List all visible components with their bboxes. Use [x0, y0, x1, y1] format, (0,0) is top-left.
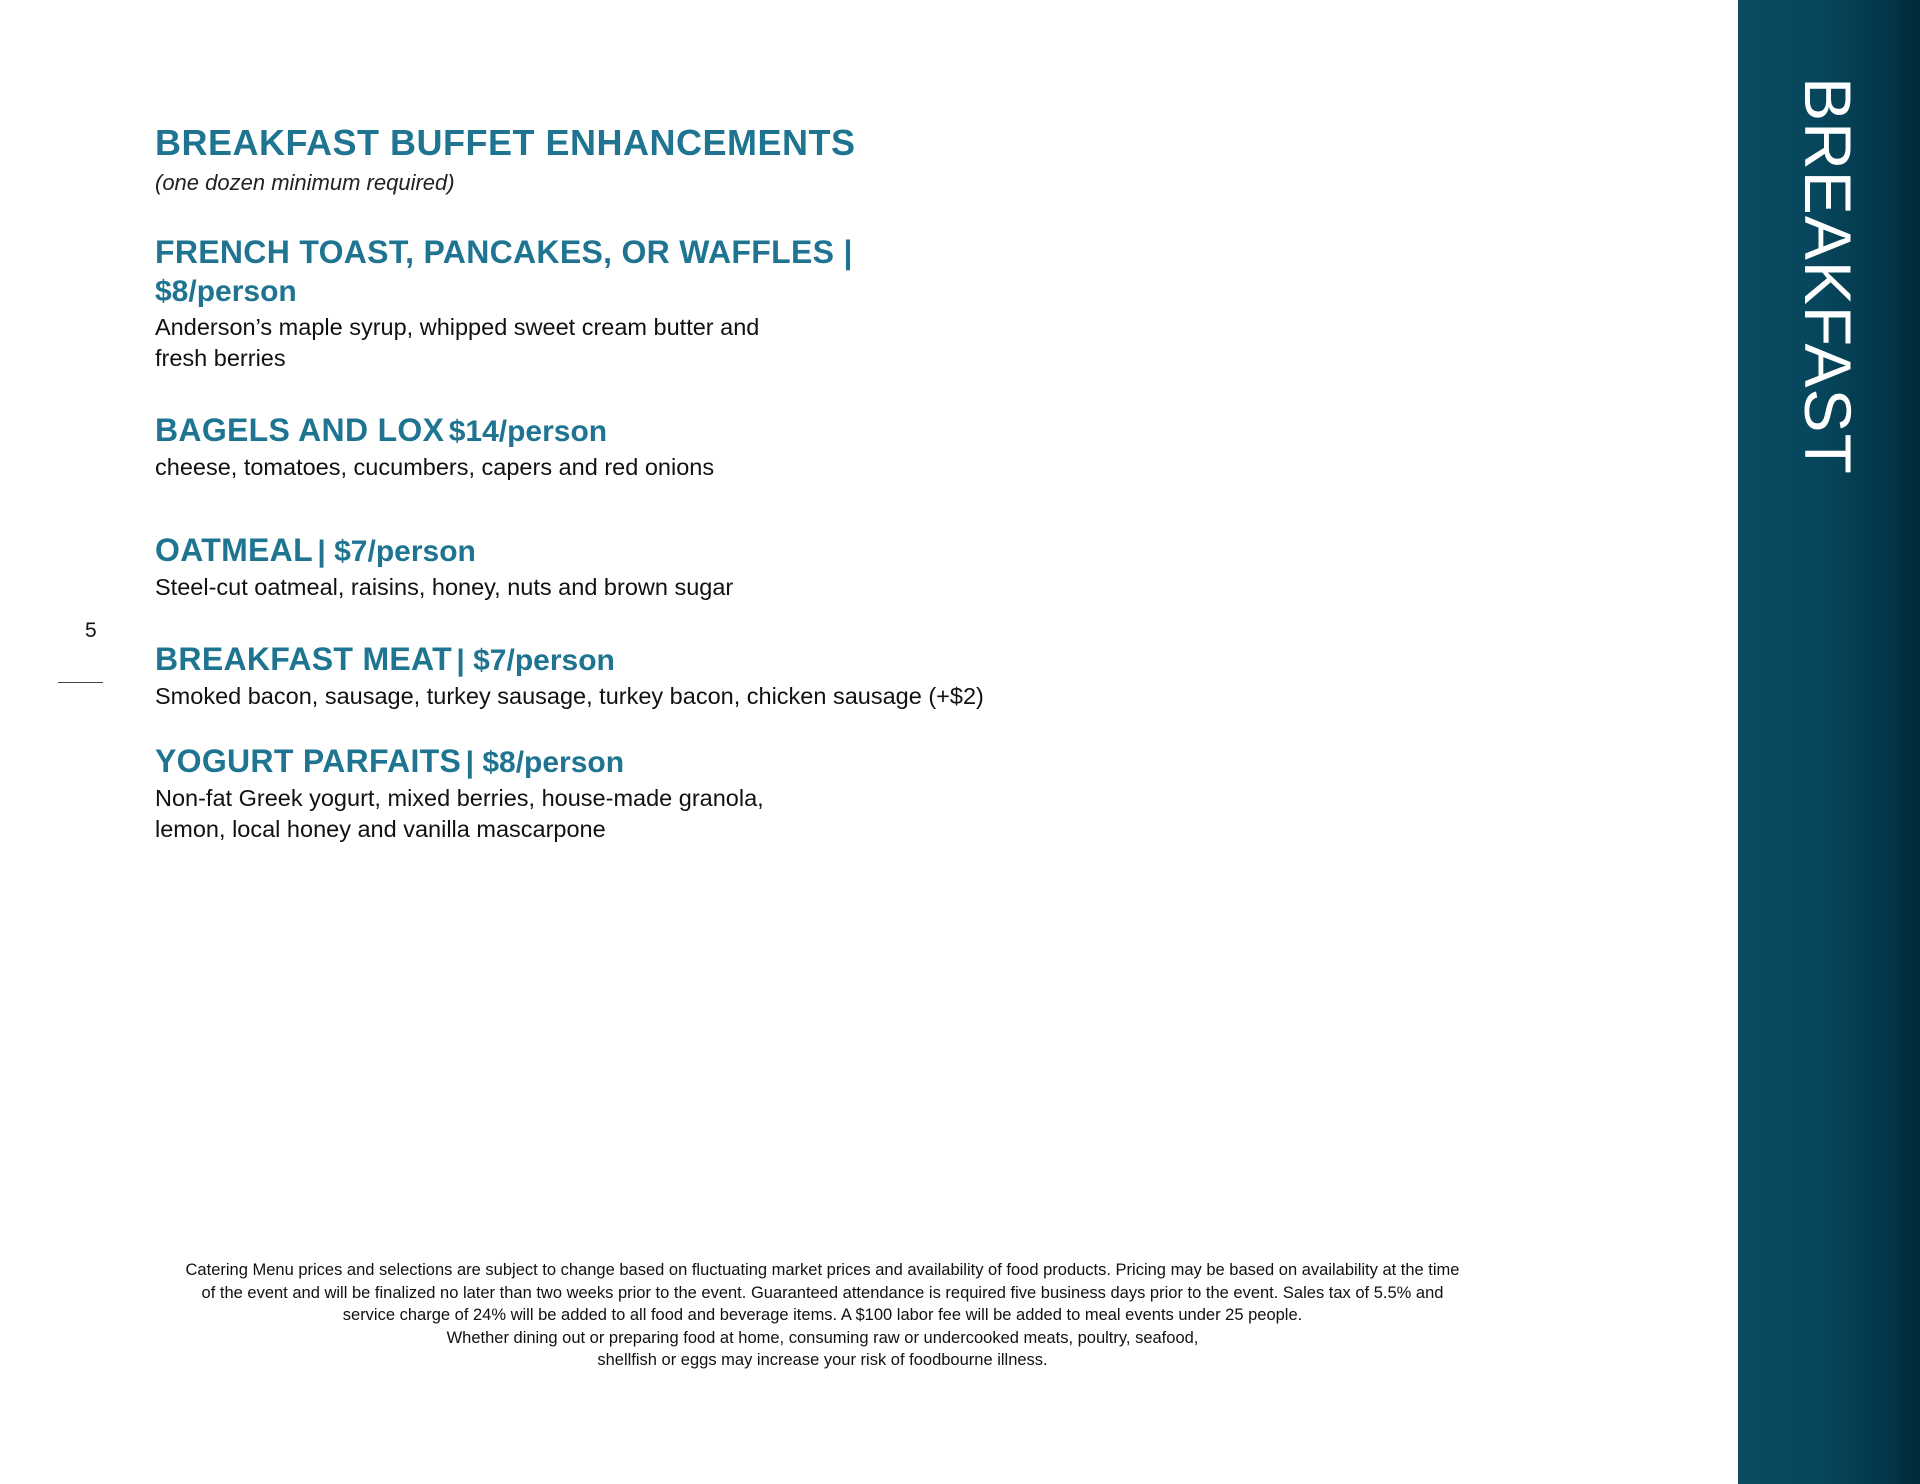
menu-item-name: OATMEAL — [155, 532, 313, 568]
menu-item-bagels-and-lox — [155, 410, 714, 483]
footer-pricing-notice: Catering Menu prices and selections are subject to change based on fluctuating market prices and availability of food products. Pricing may be based on availability at the time of the event and will be finalized no later than two weeks prior to the event. Guaranteed attendance is required five business days prior to the event. Sales tax of 5.5% and service charge of 24% will be added to all food and beverage items. A $100 labor fee will be added to meal events under 25 people. — [185, 1261, 1460, 1324]
page-number-rule — [58, 682, 103, 683]
menu-item-breakfast-meat — [155, 639, 984, 712]
menu-item-name: BAGELS AND LOX — [155, 412, 445, 448]
page-number: 5 — [85, 619, 97, 642]
menu-content — [155, 118, 1015, 842]
section-sidebar-label-wrap — [1768, 77, 1888, 475]
page-subtitle: (one dozen minimum required) — [155, 170, 455, 195]
menu-item-oatmeal — [155, 530, 733, 603]
menu-item-description: cheese, tomatoes, cucumbers, capers and red onions — [155, 454, 715, 480]
menu-item-description: Steel-cut oatmeal, raisins, honey, nuts and brown sugar — [155, 574, 734, 600]
menu-item-french-toast — [155, 232, 853, 374]
footer-health-warning-line2: shellfish or eggs may increase your risk of foodbourne illness. — [597, 1351, 1048, 1369]
menu-item-price: | $7/person — [456, 644, 615, 677]
menu-item-name: BREAKFAST MEAT — [155, 641, 452, 677]
menu-item-price: | $7/person — [317, 535, 476, 568]
menu-item-name: FRENCH TOAST, PANCAKES, OR WAFFLES | — [155, 234, 853, 270]
menu-item-description: Non-fat Greek yogurt, mixed berries, house-made granola, lemon, local honey and vanilla mascarpone — [155, 785, 764, 842]
menu-item-price: | $8/person — [465, 746, 625, 779]
menu-item-name: YOGURT PARFAITS — [155, 743, 462, 779]
menu-item-yogurt-parfaits — [155, 741, 764, 845]
footer-disclaimer — [185, 1259, 1460, 1372]
menu-item-description: Anderson’s maple syrup, whipped sweet cream butter and fresh berries — [155, 314, 760, 371]
section-sidebar-label: BREAKFAST — [1791, 77, 1865, 475]
footer-health-warning-line1: Whether dining out or preparing food at home, consuming raw or undercooked meats, poultry, seafood, — [446, 1328, 1199, 1347]
menu-item-price: $8/person — [155, 275, 297, 308]
menu-item-description: Smoked bacon, sausage, turkey sausage, turkey bacon, chicken sausage (+$2) — [155, 683, 984, 709]
page-title: BREAKFAST BUFFET ENHANCEMENTS — [155, 122, 856, 163]
menu-item-price: $14/person — [448, 415, 608, 448]
